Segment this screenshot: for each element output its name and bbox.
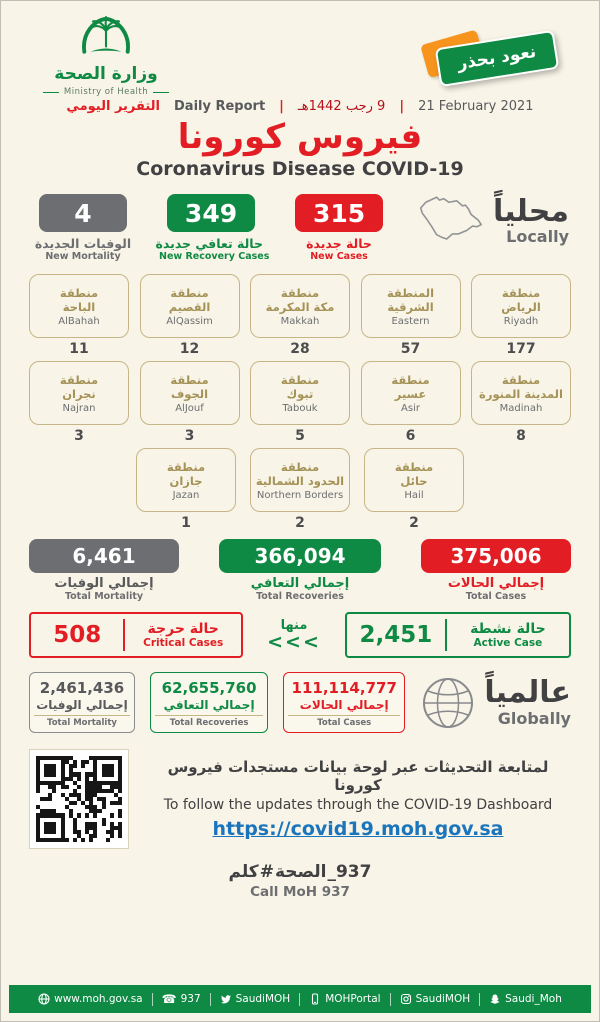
global-mortality-box — [29, 672, 135, 733]
region-makkah — [250, 274, 350, 357]
call-part-word: كلم — [228, 862, 259, 883]
dashboard-line-english: To follow the updates through the COVID-19 Dashboard — [163, 797, 553, 814]
regions-row-2 — [29, 361, 571, 444]
global-mortality-label-en: Total Mortality — [34, 715, 130, 728]
region-value: 57 — [400, 341, 421, 358]
region-name-ar: الرياض — [501, 300, 541, 315]
region-name-en: Riyadh — [503, 316, 539, 328]
region-card — [136, 448, 236, 512]
page-title-english: Coronavirus Disease COVID-19 — [136, 158, 464, 181]
rule-right — [153, 92, 169, 93]
region-card — [471, 361, 571, 425]
region-card — [471, 274, 571, 338]
region-name-ar: القصيم — [168, 300, 211, 315]
region-card — [29, 274, 129, 338]
new-cases-label-ar: حالة جديدة — [306, 236, 372, 252]
report-meta-row — [1, 99, 599, 114]
region-card — [361, 361, 461, 425]
total-cases — [421, 539, 571, 602]
footer-website[interactable] — [38, 993, 143, 1005]
footer-separator — [479, 993, 480, 1006]
new-mortality-label-ar: الوفيات الجديدة — [34, 236, 132, 252]
locally-english: Locally — [506, 227, 569, 247]
global-cases-value: 111,114,777 — [291, 679, 397, 698]
footer-twitter-label: SaudiMOH — [235, 993, 291, 1005]
region-prefix-ar: منطقة — [170, 372, 209, 387]
ministry-name-english: Ministry of Health — [63, 87, 149, 97]
critical-cases-label-en: Critical Cases — [143, 637, 224, 650]
region-prefix-ar: منطقة — [501, 285, 541, 300]
footer-separator — [299, 993, 300, 1006]
total-recoveries-label-ar: إجمالي التعافي — [250, 576, 350, 592]
active-cases-box — [345, 612, 571, 658]
total-recoveries-value: 366,094 — [219, 539, 381, 573]
region-prefix-ar: منطقة — [391, 372, 430, 387]
page-title-arabic: فيروس كورونا — [177, 117, 423, 157]
active-cases-label-en: Active Case — [473, 637, 543, 650]
moh-logo — [31, 11, 181, 97]
region-name-en: Jazan — [172, 490, 200, 502]
region-name-en: AlJouf — [175, 403, 204, 415]
region-name-ar: الحدود الشمالية — [255, 474, 345, 489]
regions-row-1 — [29, 274, 571, 357]
local-stats-row — [1, 194, 599, 262]
globally-heading — [420, 675, 571, 731]
footer-instagram[interactable] — [400, 993, 471, 1005]
date-separator-2: | — [399, 99, 405, 114]
ministry-name-arabic: وزارة الصحة — [54, 64, 158, 84]
region-northern-borders — [250, 448, 350, 531]
new-mortality-stat — [31, 194, 135, 262]
region-name-ar: الباحة — [62, 300, 96, 315]
footer-instagram-label: SaudiMOH — [415, 993, 471, 1005]
new-mortality-value: 4 — [39, 194, 127, 232]
region-name-ar: الشرقية — [387, 300, 434, 315]
critical-cases-value: 508 — [53, 622, 102, 649]
region-name-en: Tabouk — [282, 403, 318, 415]
region-value: 3 — [74, 428, 84, 445]
report-label-arabic: التقرير اليومي — [66, 99, 160, 114]
total-recoveries — [219, 539, 381, 602]
globally-heading-text — [484, 677, 571, 728]
region-name-ar: الجوف — [170, 387, 209, 402]
phone-icon: ☎ — [161, 992, 177, 1006]
active-cases-value: 2,451 — [359, 622, 433, 649]
total-mortality-value: 6,461 — [29, 539, 179, 573]
footer-app-label: MOHPortal — [325, 993, 381, 1005]
twitter-icon — [220, 993, 232, 1005]
region-name-ar: تبوك — [286, 387, 314, 402]
region-name-ar: المدينة المنورة — [479, 387, 563, 402]
global-recoveries-box — [150, 672, 268, 733]
qr-code-pattern — [36, 756, 122, 842]
dashboard-text — [145, 758, 571, 840]
global-cases-label-ar: إجمالي الحالات — [299, 698, 389, 713]
total-recoveries-label-en: Total Recoveries — [256, 591, 344, 603]
critical-cases-labels — [125, 621, 241, 649]
region-name-ar: حائل — [400, 474, 428, 489]
region-name-en: Northern Borders — [256, 490, 344, 502]
region-value: 177 — [506, 341, 536, 358]
region-albahah — [29, 274, 129, 357]
region-value: 28 — [290, 341, 310, 358]
region-name-en: Najran — [62, 403, 96, 415]
moh-palm-logo-icon — [64, 11, 148, 63]
footer-app[interactable] — [309, 993, 380, 1005]
call-hashtag-arabic — [1, 862, 599, 882]
region-value: 3 — [184, 428, 195, 445]
region-value: 2 — [409, 515, 419, 532]
region-alqassim — [140, 274, 240, 357]
active-cases-labels — [447, 621, 569, 649]
dashboard-line-arabic: لمتابعة التحديثات عبر لوحة بيانات مستجدات فيروس كورونا — [167, 758, 549, 795]
total-mortality-label-ar: إجمالي الوفيات — [54, 576, 154, 592]
total-mortality-label-en: Total Mortality — [64, 591, 144, 603]
region-name-ar: نجران — [62, 387, 96, 402]
region-eastern — [361, 274, 461, 357]
global-cases-box — [283, 672, 405, 733]
region-value: 6 — [405, 428, 416, 445]
region-prefix-ar: منطقة — [166, 459, 206, 474]
ministry-name-english-row — [31, 87, 181, 97]
region-jazan — [136, 448, 236, 531]
region-najran — [29, 361, 129, 444]
region-name-en: Eastern — [391, 316, 430, 328]
footer-separator — [152, 993, 153, 1006]
of-which-label-ar: منها — [280, 618, 308, 634]
region-asir — [361, 361, 461, 444]
region-prefix-ar: منطقة — [170, 285, 209, 300]
region-madinah — [471, 361, 571, 444]
region-value: 11 — [69, 341, 89, 358]
footer-separator — [210, 993, 211, 1006]
globe-icon — [38, 993, 50, 1005]
dashboard-section — [1, 749, 599, 849]
global-mortality-value: 2,461,436 — [39, 679, 125, 698]
region-prefix-ar: منطقة — [394, 459, 434, 474]
region-card — [250, 448, 350, 512]
call-moh-section — [1, 862, 599, 900]
global-stats-row — [1, 672, 599, 733]
total-mortality — [29, 539, 179, 602]
snapchat-icon — [489, 993, 501, 1005]
region-value: 8 — [516, 428, 526, 445]
region-name-en: Hail — [404, 490, 424, 502]
of-which-indicator — [267, 618, 321, 652]
globally-english: Globally — [497, 708, 571, 728]
region-value: 12 — [179, 341, 200, 358]
regions-row-3 — [29, 448, 571, 531]
mobile-icon — [309, 993, 321, 1005]
date-separator: | — [279, 99, 284, 114]
total-cases-label-en: Total Cases — [465, 591, 527, 603]
new-recoveries-value: 349 — [167, 194, 255, 232]
region-name-ar: جازان — [169, 474, 203, 489]
region-card — [140, 361, 240, 425]
region-prefix-ar: منطقة — [280, 372, 320, 387]
region-riyadh — [471, 274, 571, 357]
new-recoveries-label-en: New Recovery Cases — [159, 251, 270, 263]
new-mortality-label-en: New Mortality — [45, 251, 121, 263]
new-cases-stat — [287, 194, 391, 262]
instagram-icon — [400, 993, 412, 1005]
local-totals-row — [1, 539, 599, 602]
call-part-number: _937 — [327, 862, 372, 883]
saudi-arabia-map-icon — [415, 190, 487, 252]
global-cases-label-en: Total Cases — [288, 715, 400, 728]
global-recoveries-label-ar: إجمالي التعافي — [163, 698, 255, 713]
date-gregorian: 21 February 2021 — [418, 99, 534, 114]
globe-icon — [420, 675, 476, 731]
active-cases-label-ar: حالة نشطة — [470, 621, 546, 638]
global-mortality-label-ar: إجمالي الوفيات — [36, 698, 128, 713]
left-arrows-icon: <<< — [267, 631, 321, 654]
new-cases-label-en: New Cases — [310, 251, 368, 263]
region-prefix-ar: المنطقة — [386, 285, 435, 300]
rule-left — [43, 92, 59, 93]
call-line-english: Call MoH 937 — [250, 884, 350, 901]
region-card — [361, 274, 461, 338]
region-hail — [364, 448, 464, 531]
report-label-english: Daily Report — [174, 99, 266, 114]
globally-arabic: عالمياً — [484, 675, 571, 711]
region-aljouf — [140, 361, 240, 444]
region-name-en: AlBahah — [58, 316, 100, 328]
region-value: 1 — [181, 515, 191, 532]
region-value: 5 — [295, 428, 305, 445]
dashboard-url-link[interactable]: https://covid19.moh.gov.sa — [212, 818, 504, 841]
global-recoveries-label-en: Total Recoveries — [155, 715, 263, 728]
footer-snapchat-label: Saudi_Moh — [505, 993, 562, 1005]
critical-active-row — [1, 612, 599, 658]
footer-website-label: www.moh.gov.sa — [54, 993, 143, 1005]
qr-code — [29, 749, 129, 849]
new-recoveries-stat — [155, 194, 270, 263]
locally-arabic: محلياً — [493, 193, 569, 229]
call-part-word2: الصحة — [274, 862, 327, 883]
date-hijri: 9 رجب 1442هـ — [297, 99, 386, 114]
region-value: 2 — [295, 515, 305, 532]
region-name-ar: مكة المكرمة — [265, 300, 335, 315]
critical-cases-box — [29, 612, 243, 658]
region-name-en: Madinah — [499, 403, 543, 415]
region-prefix-ar: منطقة — [501, 372, 541, 387]
footer-snapchat[interactable] — [489, 993, 562, 1005]
total-cases-label-ar: إجمالي الحالات — [447, 576, 545, 592]
footer-bar — [9, 985, 591, 1013]
new-cases-value: 315 — [295, 194, 383, 232]
region-card — [250, 274, 350, 338]
region-tabouk — [250, 361, 350, 444]
footer-twitter[interactable] — [220, 993, 291, 1005]
locally-heading-text — [493, 193, 569, 247]
footer-phone-label: 937 — [180, 993, 201, 1005]
region-name-en: AlQassim — [166, 316, 213, 328]
badge-text: نعود بحذر — [435, 30, 559, 87]
region-card — [140, 274, 240, 338]
global-recoveries-value: 62,655,760 — [161, 679, 257, 698]
return-with-caution-badge — [435, 30, 559, 87]
region-name-en: Makkah — [280, 316, 320, 328]
region-prefix-ar: منطقة — [280, 285, 320, 300]
locally-heading — [415, 190, 569, 252]
new-recoveries-label-ar: حالة تعافي جديدة — [155, 236, 264, 252]
footer-phone[interactable] — [162, 993, 201, 1005]
total-cases-value: 375,006 — [421, 539, 571, 573]
region-prefix-ar: منطقة — [59, 285, 99, 300]
region-card — [364, 448, 464, 512]
region-card — [29, 361, 129, 425]
regions-section — [1, 274, 599, 535]
region-card — [250, 361, 350, 425]
footer-separator — [390, 993, 391, 1006]
region-name-ar: عسير — [394, 387, 427, 402]
region-prefix-ar: منطقة — [280, 459, 320, 474]
call-part-hash: # — [259, 862, 274, 883]
critical-cases-label-ar: حالة حرجة — [147, 621, 219, 638]
region-name-en: Asir — [401, 403, 420, 415]
header — [1, 1, 599, 97]
region-prefix-ar: منطقة — [59, 372, 99, 387]
